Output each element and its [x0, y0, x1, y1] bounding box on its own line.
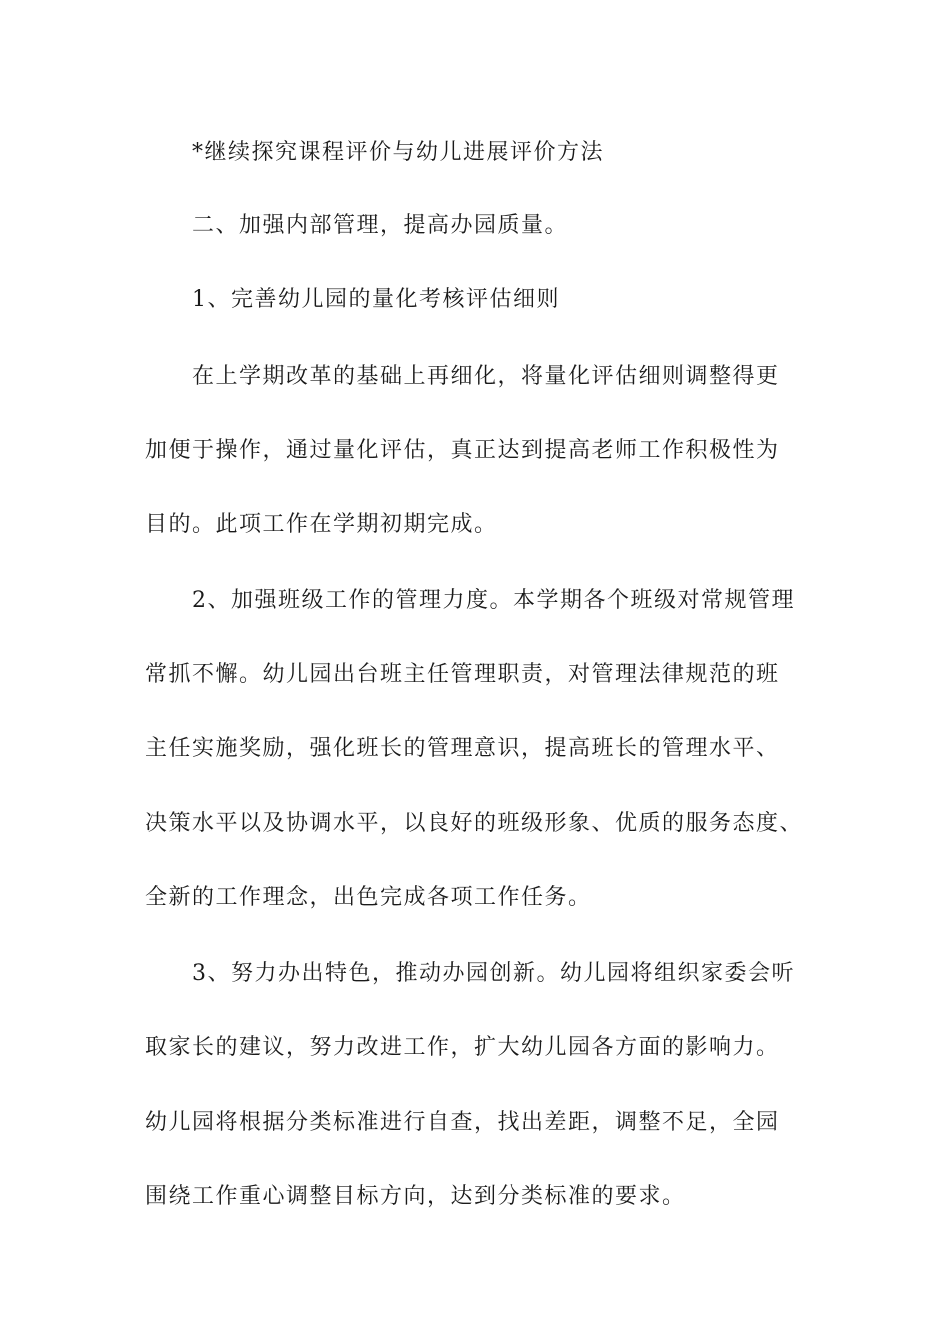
paragraph-line: 围绕工作重心调整目标方向，达到分类标准的要求。 [145, 1184, 686, 1209]
paragraph-line: 常抓不懈。幼儿园出台班主任管理职责，对管理法律规范的班 [145, 662, 780, 687]
paragraph-line: *继续探究课程评价与幼儿进展评价方法 [192, 140, 605, 165]
paragraph-line: 取家长的建议，努力改进工作，扩大幼儿园各方面的影响力。 [145, 1035, 780, 1060]
subsection-heading: 1、完善幼儿园的量化考核评估细则 [192, 287, 560, 312]
paragraph-line: 幼儿园将根据分类标准进行自查，找出差距，调整不足，全园 [145, 1110, 780, 1135]
paragraph-line: 决策水平以及协调水平，以良好的班级形象、优质的服务态度、 [145, 811, 804, 836]
paragraph-line: 目的。此项工作在学期初期完成。 [145, 512, 498, 537]
paragraph-line: 在上学期改革的基础上再细化，将量化评估细则调整得更 [192, 364, 780, 389]
paragraph-line: 加便于操作，通过量化评估，真正达到提高老师工作积极性为 [145, 438, 780, 463]
paragraph-line: 3、努力办出特色，推动办园创新。幼儿园将组织家委会听 [192, 961, 795, 986]
paragraph-line: 全新的工作理念，出色完成各项工作任务。 [145, 885, 592, 910]
section-heading: 二、加强内部管理，提高办园质量。 [192, 213, 569, 238]
paragraph-line: 主任实施奖励，强化班长的管理意识，提高班长的管理水平、 [145, 736, 780, 761]
paragraph-line: 2、加强班级工作的管理力度。本学期各个班级对常规管理 [192, 588, 795, 613]
